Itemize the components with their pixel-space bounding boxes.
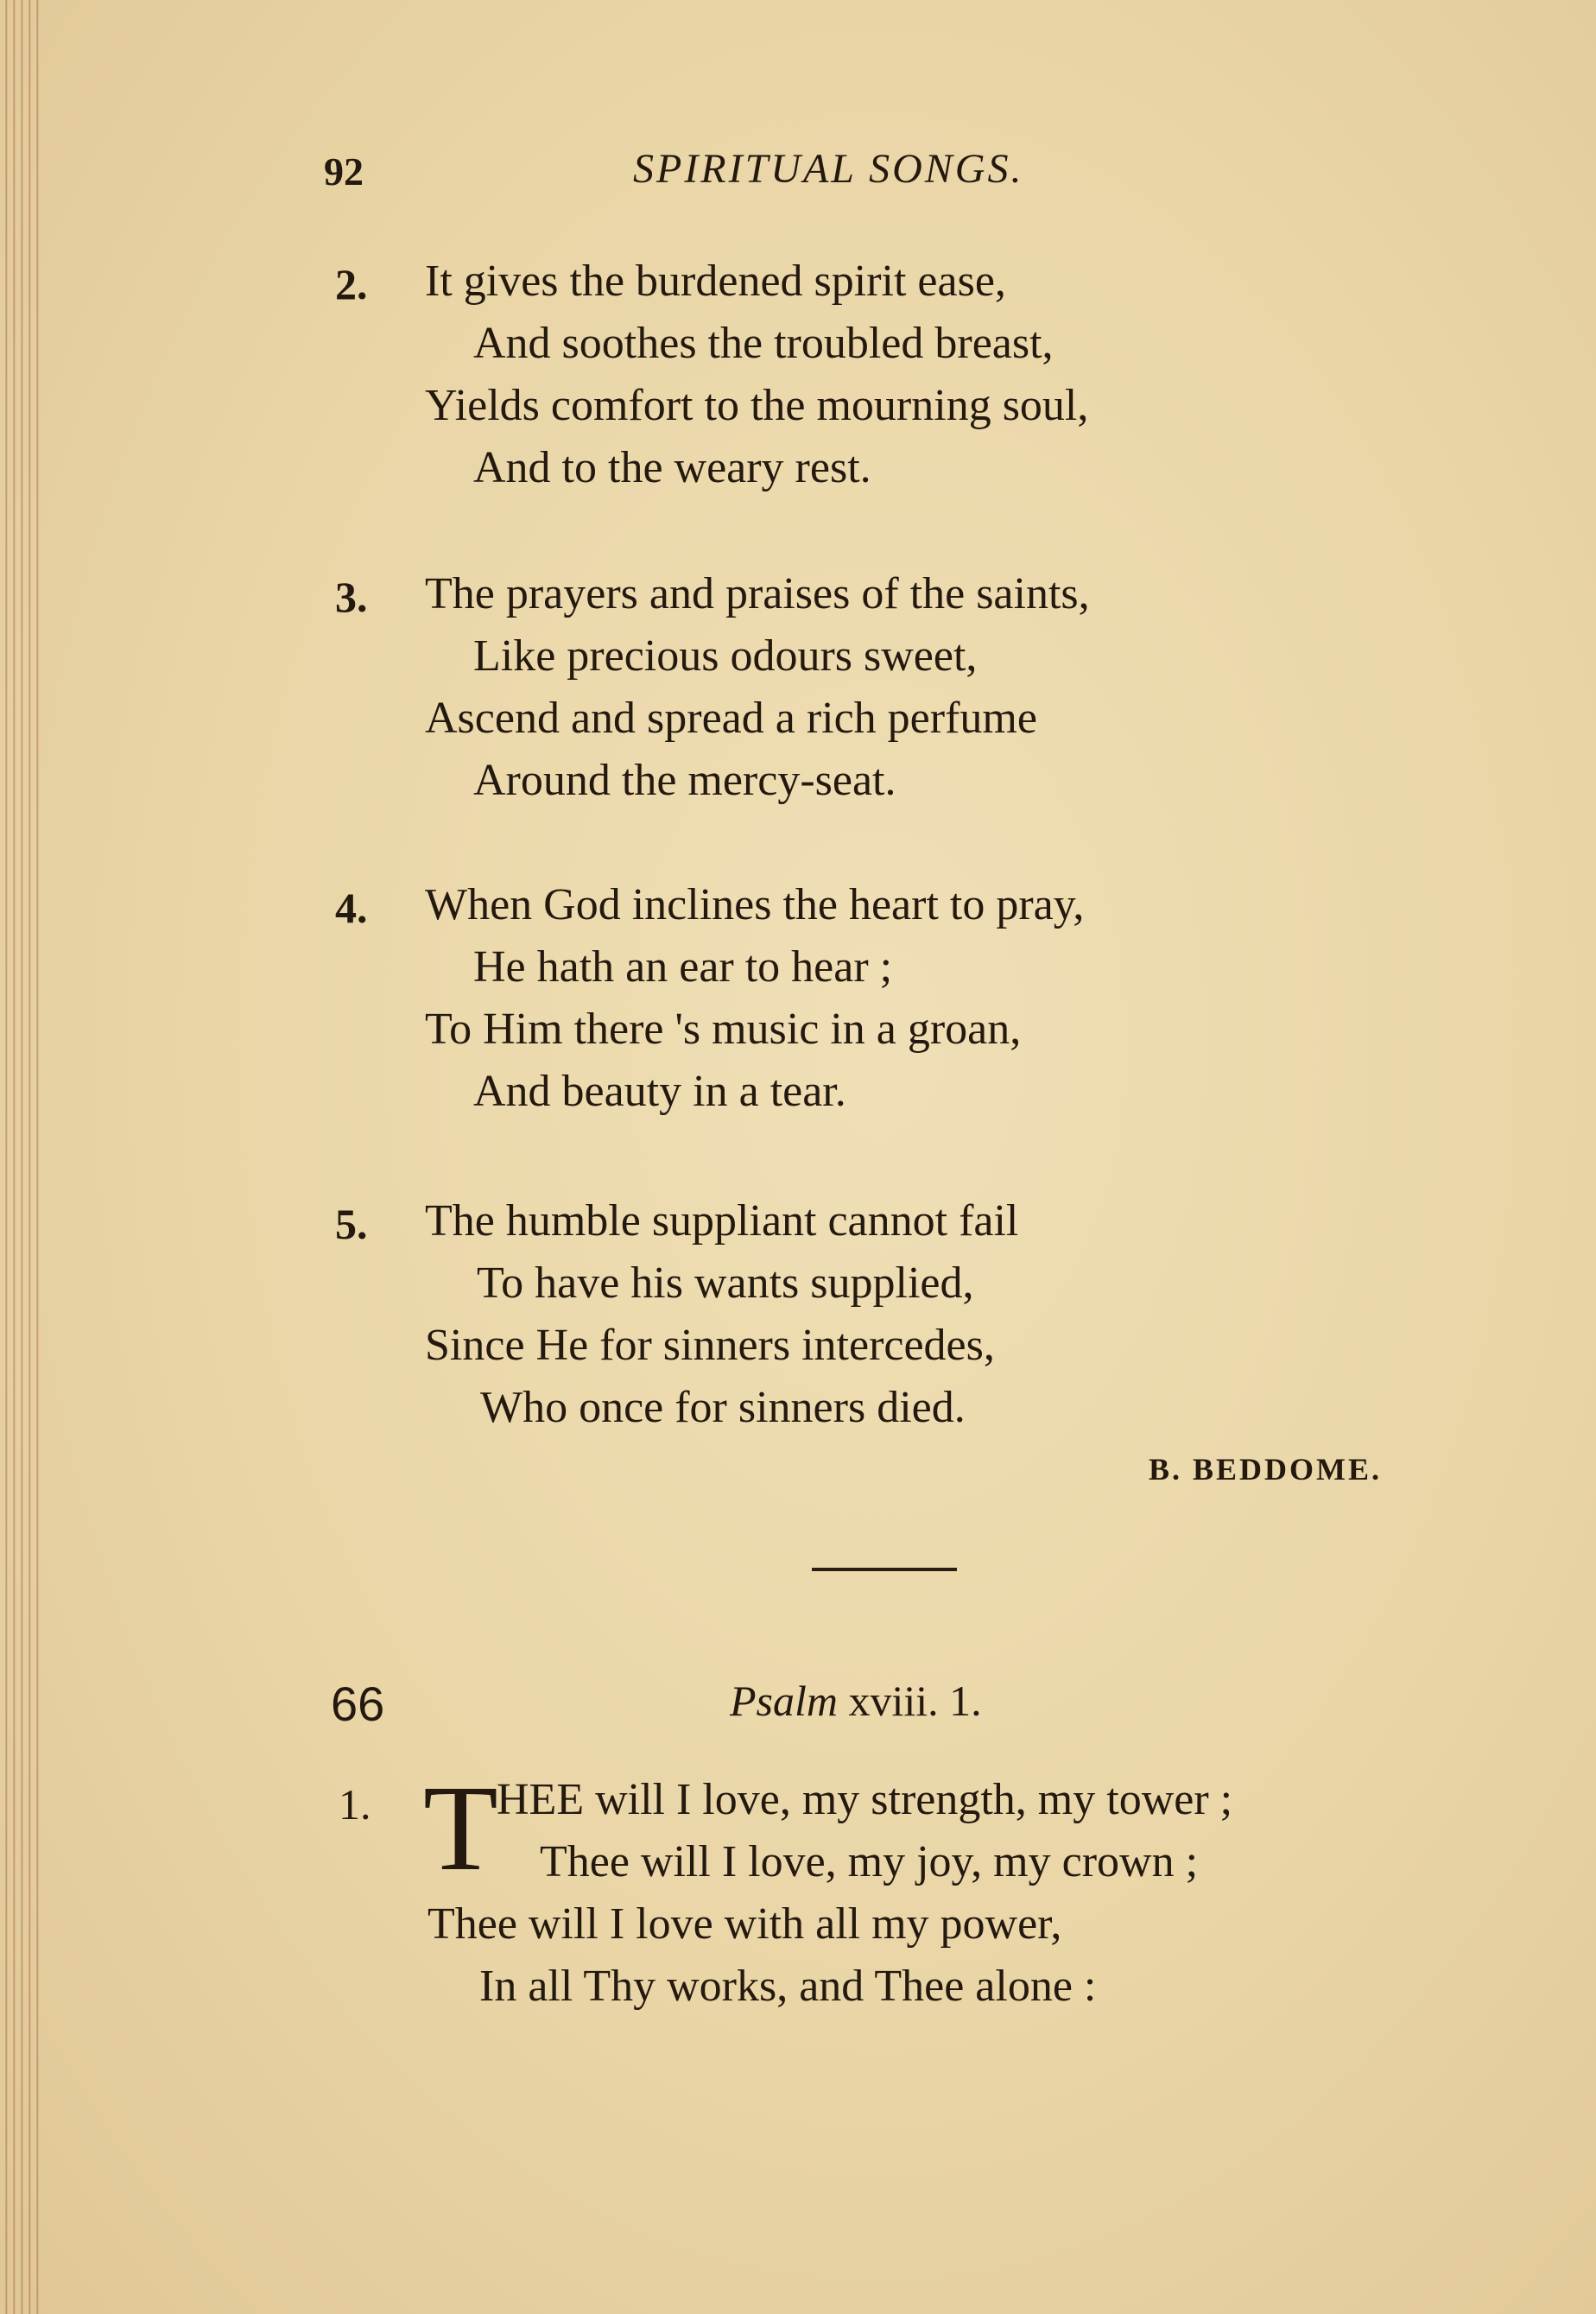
section-divider [812,1568,957,1571]
psalm-ref: xviii. 1. [848,1677,982,1725]
verse-line: To have his wants supplied, [477,1258,974,1308]
stanza-number: 5. [335,1200,368,1248]
verse-line: And to the weary rest. [473,443,871,492]
stanza-number: 1. [339,1780,371,1829]
verse-line: It gives the burdened spirit ease, [425,257,1006,306]
drop-cap: T [423,1759,498,1896]
hymn-number: 66 [331,1677,385,1731]
hymn-author: B. BEDDOME. [1149,1452,1383,1487]
verse-line: The prayers and praises of the saints, [425,569,1090,618]
verse-line: Thee will I love with all my power, [428,1899,1062,1949]
verse-line: Ascend and spread a rich perfume [425,694,1037,743]
verse-line: Who once for sinners died. [480,1383,966,1432]
verse-line: To Him there 's music in a groan, [425,1005,1022,1054]
stanza-number: 4. [335,884,368,932]
verse-line: Around the mercy-seat. [473,756,896,805]
stanza-number: 3. [335,573,368,621]
page-number: 92 [324,149,364,193]
verse-line: Yields comfort to the mourning soul, [425,381,1089,430]
binding-edge [0,0,39,2314]
psalm-word: Psalm [730,1677,838,1725]
stanza-number: 2. [335,260,368,308]
verse-line: HEE will I love, my strength, my tower ; [497,1775,1233,1824]
verse-line: And beauty in a tear. [473,1067,846,1116]
verse-line: Like precious odours sweet, [473,631,978,681]
running-title: SPIRITUAL SONGS. [633,146,1024,192]
verse-line: In all Thy works, and Thee alone : [479,1962,1097,2011]
verse-line: The humble suppliant cannot fail [425,1196,1019,1246]
verse-line: And soothes the troubled breast, [473,319,1054,368]
scripture-reference [730,1676,982,1726]
verse-line: Thee will I love, my joy, my crown ; [540,1837,1199,1886]
verse-line: Since He for sinners intercedes, [425,1321,995,1370]
verse-line: He hath an ear to hear ; [473,942,893,992]
verse-line: When God inclines the heart to pray, [425,880,1085,929]
